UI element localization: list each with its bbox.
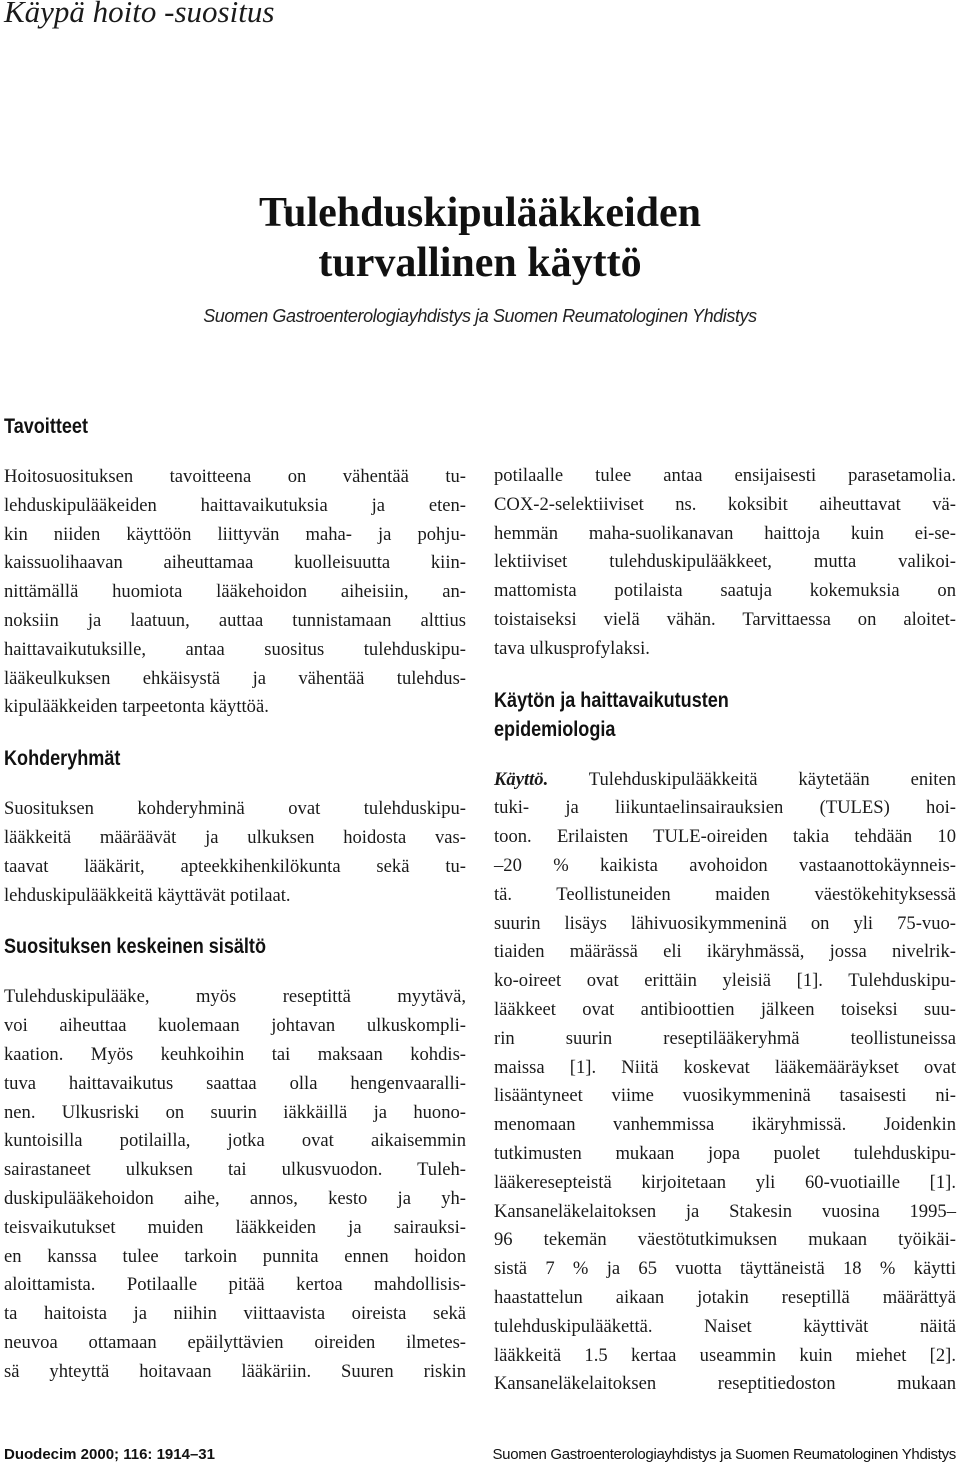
text-line: suurin lisäys lähivuosikymmeninä on yli 75-vuo- [494,912,956,934]
heading-epidemiologia-line-1: Käytön ja haittavaikutusten [494,688,729,712]
text-line: kaissuolihaavan aiheuttamaa kuolleisuutta kiin- [4,552,466,574]
paragraph-kohderyhmat [4,795,466,910]
text-line: kipulääkkeiden tarpeetonta käyttöä. [4,696,269,718]
text-line: voi aiheuttaa kuolemaan johtavan ulkuskompli- [4,1015,466,1037]
text-line: hemmän maha-suolikanavan haittoja kuin ei-se- [494,522,956,544]
text-line: toon. Erilaisten TULE-oireiden takia tehdään 10 [494,826,956,848]
text-line: sistä 7 % ja 65 vuotta täyttäneistä 18 % käytti [494,1258,956,1280]
text-line: lääkkeet ovat antibioottien jälkeen toiseksi suu- [494,998,956,1020]
text-line [494,766,956,795]
text-line: sä yhteyttä hoitavaan lääkäriin. Suuren riskin [4,1360,466,1382]
text-line: sairastaneet ulkuksen tai ulkusvuodon. Tuleh- [4,1159,466,1181]
text-line: duskipulääkehoidon aihe, annos, kesto ja yh- [4,1187,466,1209]
text-line: –20 % kaikista avohoidon vastaanottokäynneis- [494,854,956,876]
text-line: nittämällä huomiota lääkehoidon aiheisiin, an- [4,581,466,603]
text-line: kaation. Myös keuhkoihin tai maksaan kohdis- [4,1043,466,1065]
text-line: Kansaneläkelaitoksen ja Stakesin vuosina 1995– [494,1200,956,1222]
left-column [4,412,466,1387]
text-line: tulehduskipulääkettä. Naiset käyttivät näitä [494,1315,956,1337]
heading-epidemiologia-line-2: epidemiologia [494,717,616,741]
text-line: kin niiden käyttöön liittyvän maha- ja pohju- [4,523,466,545]
text-line: aloittamista. Potilaalle pitää kertoa mahdollisis- [4,1274,466,1296]
text-line: lääkkeitä 1.5 kertaa useammin kuin miehet [2]. [494,1344,956,1366]
text-line: nen. Ulkusriski on suurin iäkkäillä ja huono- [4,1101,466,1123]
heading-keskeinen-sisalto: Suosituksen keskeinen sisältö [4,935,266,959]
text-line: lääkkeitä määräävät ja ulkuksen hoidosta vas- [4,826,466,848]
text-line: kuntoisilla potilailla, jotka ovat aikaisemmin [4,1130,466,1152]
text-line: tava ulkusprofylaksi. [494,637,650,659]
text-line: lehduskipulääkeiden haittavaikutuksia ja eten- [4,494,466,516]
text-line: lisääntyneet viime vuosikymmeninä tasaisesti ni- [494,1085,956,1107]
heading-kohderyhmat: Kohderyhmät [4,747,121,771]
article-title-line-1: Tulehduskipulääkkeiden [258,190,702,236]
text-line: taavat lääkärit, apteekkihenkilökunta sekä tu- [4,855,466,877]
article-title-line-2: turvallinen käyttö [318,240,642,286]
text-line: Tulehduskipulääke, myös reseptittä myytävä, [4,986,466,1008]
text-line: haastattelun aikaan jotakin reseptillä määrättyä [494,1286,956,1308]
text-line: lääkeresepteistä kirjoitetaan yli 60-vuotiaille [1]. [494,1171,956,1193]
footer-authors: Suomen Gastroenterologiayhdistys ja Suomen Reumatologinen Yhdistys [492,1446,956,1463]
text-line: lääkeulkuksen ehkäisystä ja vähentää tulehdus- [4,667,466,689]
text-line: noksiin ja laatuun, auttaa tunnistamaan alttius [4,609,466,631]
header-title: Käypä hoito -suositus [4,0,275,29]
text-line: menomaan vanhemmissa ikäryhmissä. Joidenkin [494,1114,956,1136]
text-line: Suosituksen kohderyhminä ovat tulehduskipu- [4,798,466,820]
text-line: ta haitoista ja niihin viittaavista oireista sekä [4,1303,466,1325]
text-line: haittavaikutuksille, antaa suositus tulehduskipu- [4,638,466,660]
text-line: toistaiseksi vielä vähän. Tarvittaessa on aloitet- [494,608,956,630]
footer-citation: Duodecim 2000; 116: 1914–31 [4,1446,215,1463]
paragraph-kaytto [494,766,956,1400]
paragraph-keskeinen-sisalto [4,983,466,1386]
lead-term-kaytto: Käyttö. [494,768,549,790]
text-line: lehduskipulääkkeitä käyttävät potilaat. [4,884,291,906]
text-line: tutkimusten mukaan jopa puolet tulehduskipu- [494,1142,956,1164]
text-line: en kanssa tulee tarkoin punnita ennen hoidon [4,1245,466,1267]
text-line: tuki- ja liikuntaelinsairauksien (TULES) hoi- [494,797,956,819]
text-line: mattomista potilaista saatuja kokemuksia on [494,580,956,602]
text-line: Hoitosuosituksen tavoitteena on vähentää tu- [4,466,466,487]
text-line: rin suurin reseptilääkeryhmä teollistuneissa [494,1027,956,1049]
text-line: COX-2-selektiiviset ns. koksibit aiheuttavat vä- [494,493,956,515]
text-line: lektiiviset tulehduskipulääkkeet, mutta valikoi- [494,551,956,573]
text-line: tä. Teollistuneiden maiden väestökehityksessä [494,883,956,905]
text-line: maissa [1]. Niitä koskevat lääkemääräykset ovat [494,1056,956,1078]
text-line: teisvaikutukset muiden lääkkeiden ja sairauksi- [4,1216,466,1238]
text-line: ko-oireet ovat erittäin yleisiä [1]. Tulehduskipu- [494,970,956,992]
article-title [0,188,960,288]
article-authors: Suomen Gastroenterologiayhdistys ja Suomen Reumatologinen Yhdistys [203,306,757,326]
heading-epidemiologia [494,686,891,744]
text-line: tuva haittavaikutus saattaa olla hengenvaaralli- [4,1072,466,1094]
text-line: tiaiden määrässä eli ikäryhmässä, jossa nivelrik- [494,941,956,963]
right-column [494,462,956,1399]
text-line: Kansaneläkelaitoksen reseptitiedoston mukaan [494,1373,956,1395]
text-line-rest: Tulehduskipulääkkeitä käytetään eniten [548,768,956,790]
text-line: 96 tekemän väestötutkimuksen mukaan työikäi- [494,1229,956,1251]
text-line: potilaalle tulee antaa ensijaisesti parasetamolia. [494,465,956,486]
paragraph-riskipotilaat [494,462,956,664]
text-line: neuvoa ottamaan epäilyttävien oireiden ilmetes- [4,1331,466,1353]
paragraph-tavoitteet [4,463,466,722]
heading-tavoitteet: Tavoitteet [4,415,88,438]
